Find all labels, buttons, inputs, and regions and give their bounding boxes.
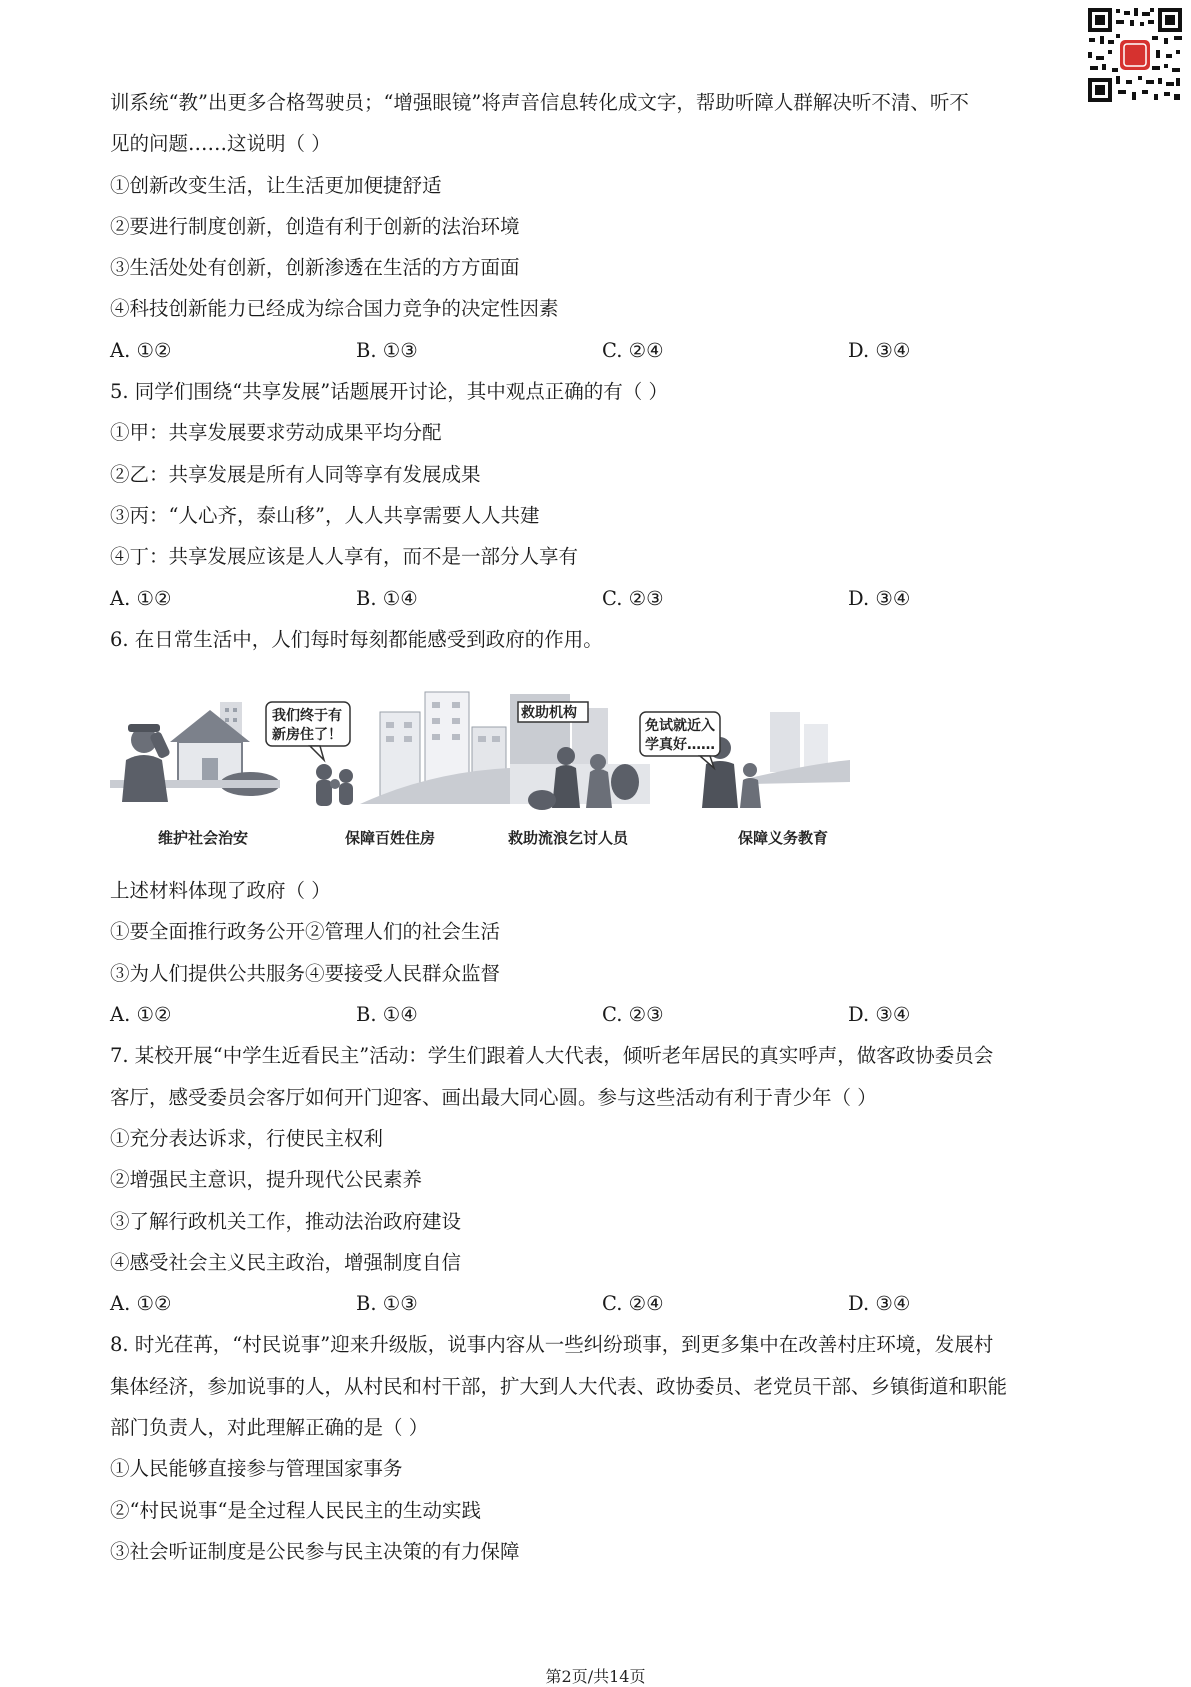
q4-item: ①创新改变生活，让生活更加便捷舒适 bbox=[110, 173, 442, 197]
q7-stem: 7. 某校开展“中学生近看民主”活动：学生们跟着人大代表，倾听老年居民的真实呼声，做客政协委员会 bbox=[110, 1044, 994, 1068]
q5-item: ④丁：共享发展应该是人人享有，而不是一部分人享有 bbox=[110, 545, 579, 569]
panel-education bbox=[640, 712, 850, 808]
option-c[interactable]: C. ②③ bbox=[602, 586, 664, 610]
option-d[interactable]: D. ③④ bbox=[848, 1003, 911, 1027]
bubble-text: 新房住了！ bbox=[272, 727, 342, 744]
option-b[interactable]: B. ①③ bbox=[356, 1292, 418, 1316]
caption-education: 保障义务教育 bbox=[738, 829, 829, 848]
q4-stem-cont: 见的问题……这说明（ ） bbox=[110, 132, 331, 156]
q8-item: ①人民能够直接参与管理国家事务 bbox=[110, 1457, 403, 1481]
option-c[interactable]: C. ②③ bbox=[602, 1003, 664, 1027]
page-number-footer: 第2页/共14页 bbox=[545, 1667, 646, 1686]
option-b[interactable]: B. ①③ bbox=[356, 338, 418, 362]
q5-item: ②乙：共享发展是所有人同等享有发展成果 bbox=[110, 462, 481, 486]
q6-item: ③为人们提供公共服务④要接受人民群众监督 bbox=[110, 961, 501, 985]
caption-housing: 保障百姓住房 bbox=[345, 829, 436, 848]
q8-stem-cont: 部门负责人，对此理解正确的是（ ） bbox=[110, 1416, 429, 1440]
q5-item: ①甲：共享发展要求劳动成果平均分配 bbox=[110, 421, 442, 445]
option-a[interactable]: A. ①② bbox=[110, 586, 172, 610]
option-a[interactable]: A. ①② bbox=[110, 1292, 172, 1316]
option-c[interactable]: C. ②④ bbox=[602, 1292, 664, 1316]
option-a[interactable]: A. ①② bbox=[110, 338, 172, 362]
option-d[interactable]: D. ③④ bbox=[848, 586, 911, 610]
q4-item: ③生活处处有创新，创新渗透在生活的方方面面 bbox=[110, 256, 520, 280]
bubble-text: 我们终于有 bbox=[272, 708, 342, 725]
qr-code-image bbox=[1086, 6, 1184, 104]
caption-police: 维护社会治安 bbox=[158, 829, 249, 848]
q5-stem: 5. 同学们围绕“共享发展”话题展开讨论，其中观点正确的有（ ） bbox=[110, 380, 668, 404]
bubble-text: 学真好…… bbox=[645, 737, 715, 754]
option-b[interactable]: B. ①④ bbox=[356, 586, 418, 610]
q7-item: ②增强民主意识，提升现代公民素养 bbox=[110, 1168, 423, 1192]
panel-housing bbox=[266, 692, 510, 806]
option-b[interactable]: B. ①④ bbox=[356, 1003, 418, 1027]
q8-item: ②“村民说事“是全过程人民民主的生动实践 bbox=[110, 1498, 481, 1522]
q4-options bbox=[110, 330, 1095, 371]
q4-item: ②要进行制度创新，创造有利于创新的法治环境 bbox=[110, 214, 520, 238]
option-a[interactable]: A. ①② bbox=[110, 1003, 172, 1027]
q8-stem: 8. 时光荏苒，“村民说事”迎来升级版，说事内容从一些纠纷琐事，到更多集中在改善村庄环境，发展村 bbox=[110, 1333, 994, 1357]
option-d[interactable]: D. ③④ bbox=[848, 338, 911, 362]
q4-stem: 训系统“教”出更多合格驾驶员；“增强眼镜”将声音信息转化成文字，帮助听障人群解决听不清、听不 bbox=[110, 91, 969, 114]
option-d[interactable]: D. ③④ bbox=[848, 1292, 911, 1316]
q7-item: ③了解行政机关工作，推动法治政府建设 bbox=[110, 1209, 462, 1233]
q7-stem-cont: 客厅，感受委员会客厅如何开门迎客、画出最大同心圆。参与这些活动有利于青少年（ ） bbox=[110, 1085, 877, 1109]
q6-question: 上述材料体现了政府（ ） bbox=[110, 879, 331, 903]
q7-item: ④感受社会主义民主政治，增强制度自信 bbox=[110, 1250, 462, 1274]
q7-item: ①充分表达诉求，行使民主权利 bbox=[110, 1126, 384, 1150]
sign-text: 救助机构 bbox=[521, 705, 577, 722]
option-c[interactable]: C. ②④ bbox=[602, 338, 664, 362]
q5-item: ③丙：“人心齐，泰山移”，人人共享需要人人共建 bbox=[110, 503, 540, 527]
q4-item: ④科技创新能力已经成为综合国力竞争的决定性因素 bbox=[110, 297, 559, 321]
q5-options bbox=[110, 578, 1095, 619]
q6-illustration bbox=[110, 660, 1095, 870]
caption-rescue: 救助流浪乞讨人员 bbox=[508, 829, 629, 848]
q8-stem-cont: 集体经济，参加说事的人，从村民和村干部，扩大到人大代表、政协委员、老党员干部、乡镇街道和职能 bbox=[110, 1374, 1008, 1398]
q8-item: ③社会听证制度是公民参与民主决策的有力保障 bbox=[110, 1539, 520, 1563]
panel-rescue bbox=[510, 694, 650, 810]
q6-stem: 6. 在日常生活中，人们每时每刻都能感受到政府的作用。 bbox=[110, 627, 603, 651]
q7-options bbox=[110, 1283, 1095, 1324]
panel-police bbox=[110, 702, 280, 802]
bubble-text: 免试就近入 bbox=[645, 718, 715, 735]
q6-options bbox=[110, 994, 1095, 1035]
q6-item: ①要全面推行政务公开②管理人们的社会生活 bbox=[110, 920, 501, 944]
